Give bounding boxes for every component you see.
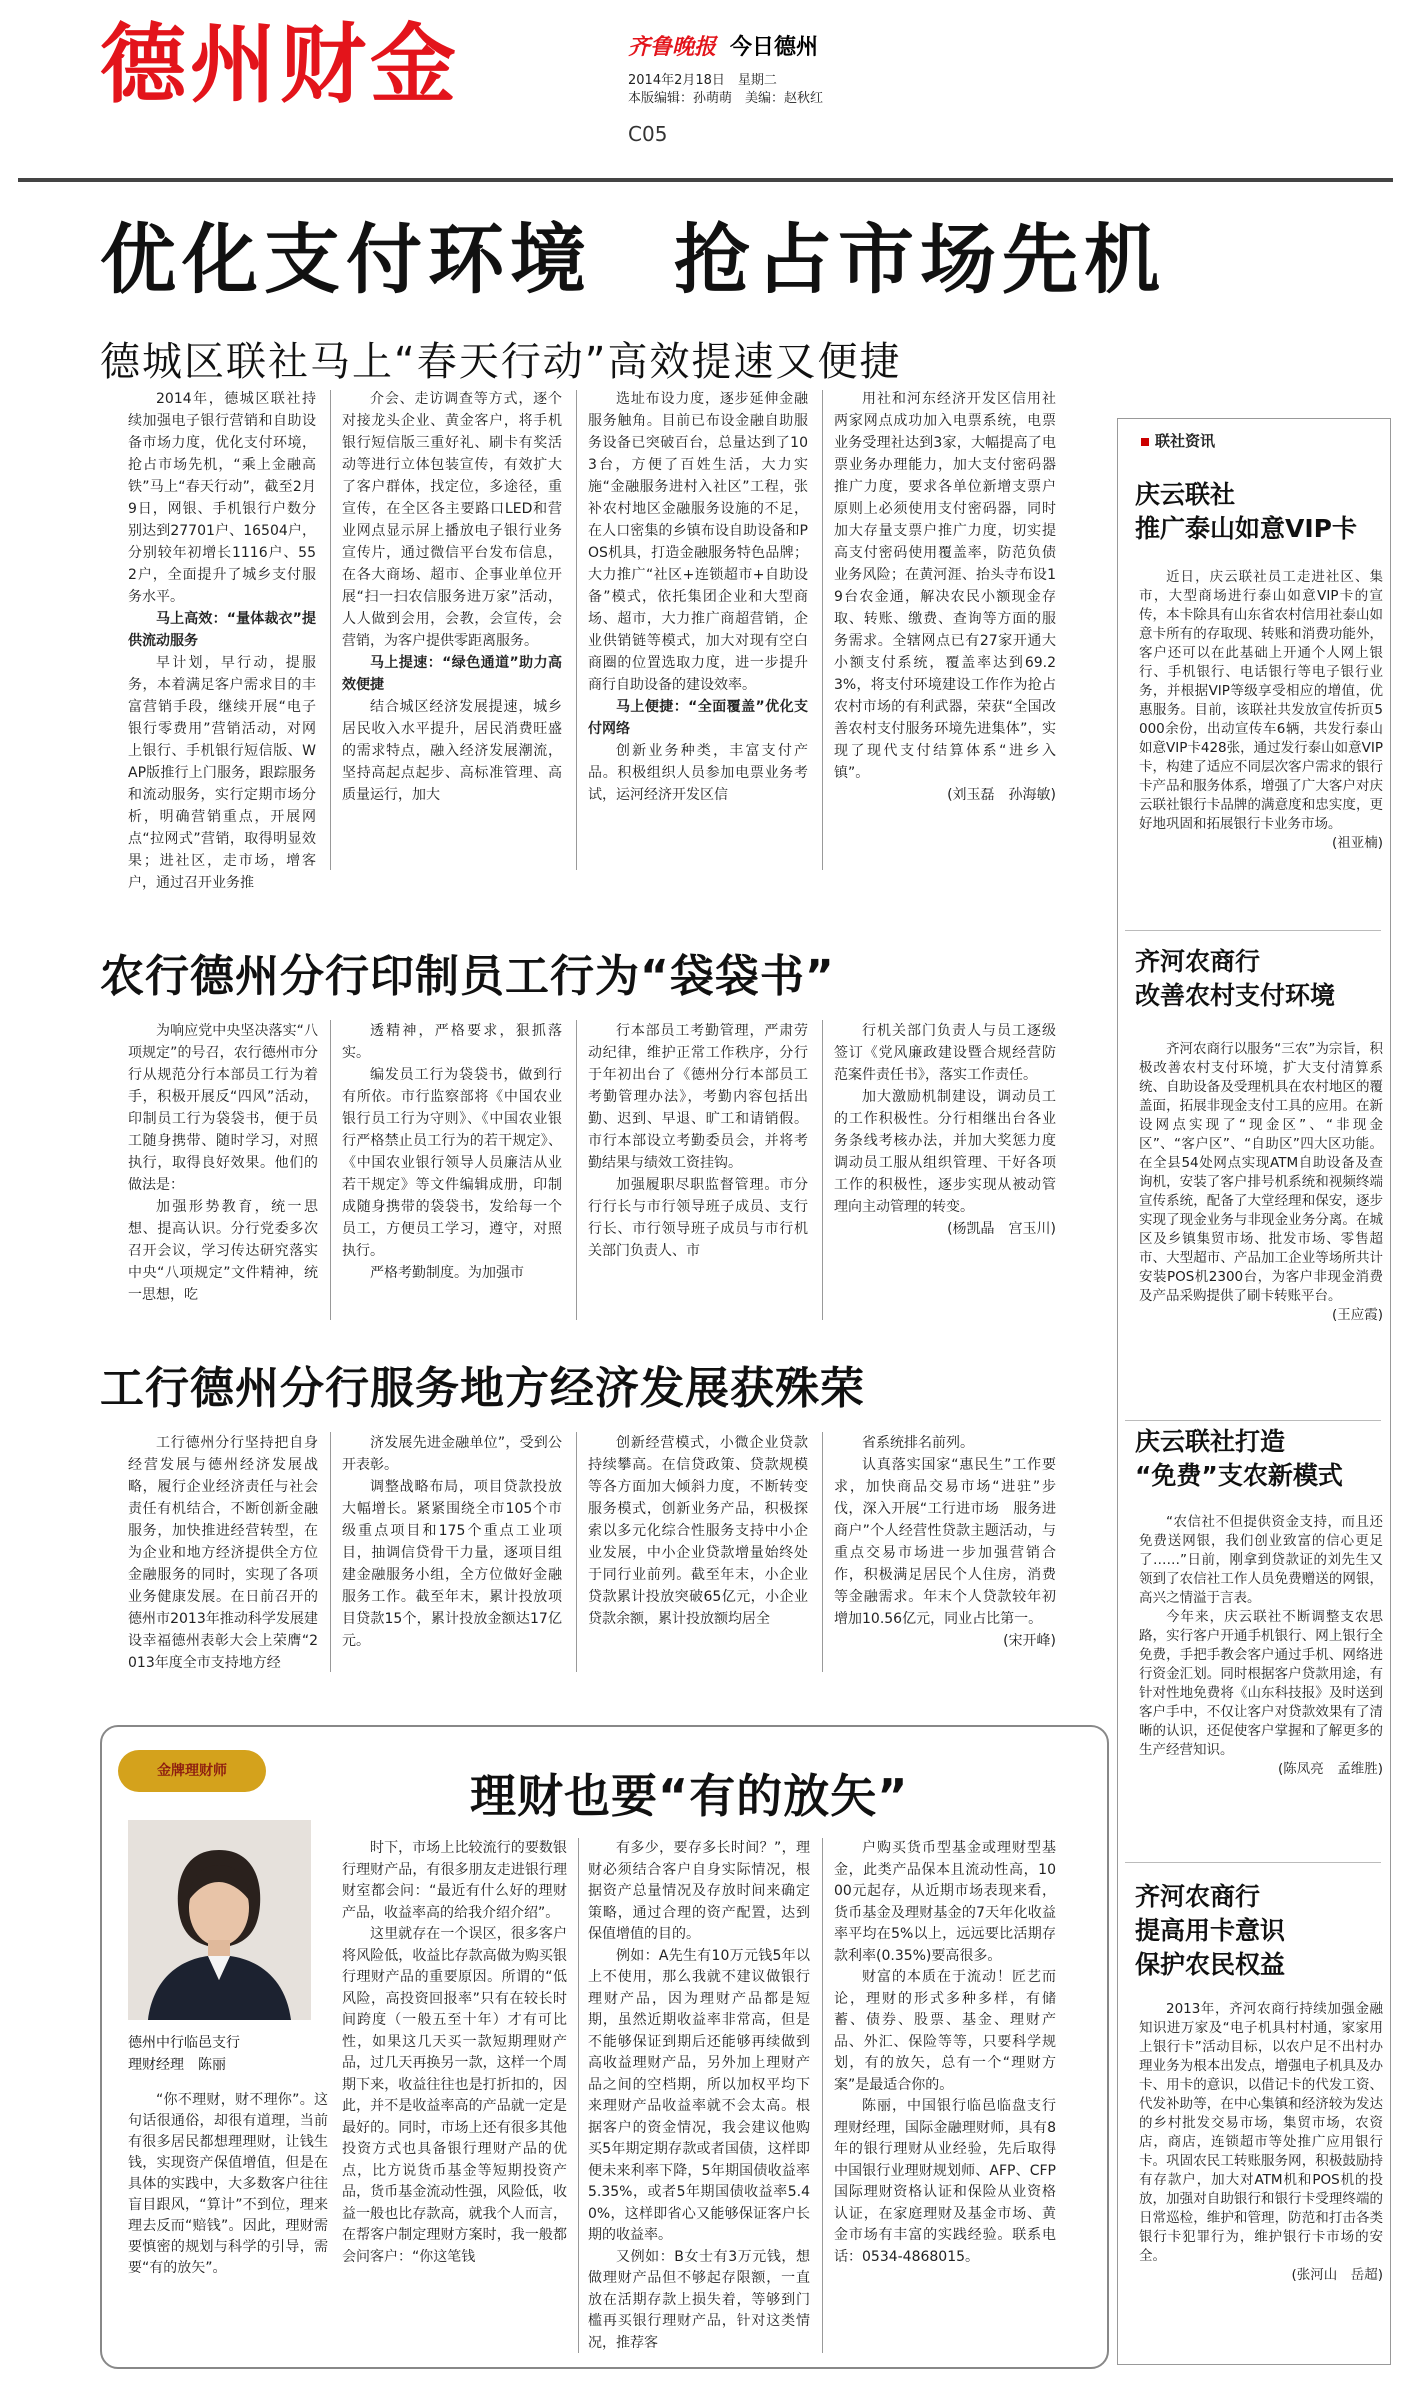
paragraph: 行本部员工考勤管理，严肃劳动纪律，维护正常工作秩序，分行于年初出台了《德州分行本部员工考勤管理办法》，考勤内容包括出勤、迟到、早退、旷工和请销假。市行本部设立考勤委员会，并将考勤结果与绩效工资挂钩。 xyxy=(588,1023,808,1171)
byline: (宋开峰) xyxy=(1003,1633,1056,1649)
sidebar-separator xyxy=(1125,1862,1381,1863)
author-caption xyxy=(128,2032,328,2076)
caption-name: 理财经理 陈丽 xyxy=(128,2057,226,2073)
lead-headline: 优化支付环境 抢占市场先机 xyxy=(100,215,1166,304)
subheading: 马上高效：“量体裁衣”提供流动服务 xyxy=(128,611,316,649)
issue-date: 2014年2月18日 星期二 xyxy=(628,73,777,88)
paragraph: 2014年，德城区联社持续加强电子银行营销和自助设备市场力度，优化支付环境，抢占市场先机，“乘上金融高铁”马上“春天行动”，截至2月9日，网银、手机银行户数分别达到27701户、16504户，分别较年初增长1116户、552户，全面提升了城乡支付服务水平。 xyxy=(128,391,316,605)
gold-planner-logo: 金牌理财师 xyxy=(118,1750,266,1792)
column-divider xyxy=(822,1838,823,2353)
paragraph: “农信社不但提供资金支持，而且还免费送网银，我们创业致富的信心更足了……”日前，刚拿到贷款证的刘先生又领到了农信社工作人员免费赠送的网银，高兴之情溢于言表。 xyxy=(1139,1514,1383,1606)
column-divider xyxy=(576,390,577,870)
paragraph: 创新业务种类，丰富支付产品。积极组织人员参加电票业务考试，运河经济开发区信 xyxy=(588,743,808,803)
paragraph: 编发员工行为袋袋书，做到行有所依。市行监察部将《中国农业银行员工行为守则》、《中国农业银行严格禁止员工行为的若干规定》、《中国农业银行领导人员廉洁从业若干规定》等文件编辑成册，印制成随身携带的袋袋书，发给每一个员工，方便员工学习，遵守，对照执行。 xyxy=(342,1067,562,1259)
icbc-headline: 工行德州分行服务地方经济发展获殊荣 xyxy=(100,1363,865,1414)
paragraph: 用社和河东经济开发区信用社两家网点成功加入电票系统，电票业务受理社达到3家，大幅提高了电票业务办理能力，加大支付密码器推广力度，要求各单位新增支票户原则上必须使用支付密码器，同时加大存量支票户推广力度，切实提高支付密码使用覆盖率，防范负债业务风险；在黄河涯、抬头寺布设19台农金通，解决农民小额现金存取、转账、缴费、查询等方面的服务需求。全辖网点已有27家开通大小额支付系统，覆盖率达到69.23%，将支付环境建设工作作为抢占农村市场的有利武器，荣获“全国改善农村支付服务环境先进集体”，实现了现代支付结算体系“进乡入镇”。 xyxy=(834,391,1056,781)
icbc-column-2 xyxy=(342,1432,562,1682)
paragraph: 结合城区经济发展提速，城乡居民收入水平提升，居民消费旺盛的需求特点，融入经济发展潮流，坚持高起点起步、高标准管理、高质量运行，加大 xyxy=(342,699,562,803)
paragraph: 财富的本质在于流动！匠艺而论，理财的形式多种多样，有储蓄、债券、股票、基金、理财产品、外汇、保险等等，只要科学规划，有的放矢，总有一个“理财方案”是最适合你的。 xyxy=(834,1969,1056,2093)
paragraph: 透精神，严格要求，狠抓落实。 xyxy=(342,1023,562,1061)
column-divider xyxy=(576,1432,577,1672)
sidebar-item-4-body xyxy=(1139,2000,1383,2355)
lead-subheadline: 德城区联社马上“春天行动”高效提速又便捷 xyxy=(100,339,902,385)
byline: (王应霞) xyxy=(1331,1307,1383,1323)
finance-column-1 xyxy=(342,1838,567,2358)
sidebar-item-1-title: 庆云联社 推广泰山如意VIP卡 xyxy=(1135,480,1357,543)
lead-column-4 xyxy=(834,388,1056,878)
sidebar-item-2-title: 齐河农商行 改善农村支付环境 xyxy=(1135,947,1336,1010)
abc-column-3 xyxy=(588,1020,808,1330)
finance-column-2 xyxy=(588,1838,810,2358)
subheading: 马上提速：“绿色通道”助力高效便捷 xyxy=(342,655,562,693)
abc-headline: 农行德州分行印制员工行为“袋袋书” xyxy=(100,951,835,1002)
paragraph: 例如：A先生有10万元钱5年以上不使用，那么我就不建议做银行理财产品，因为理财产品都是短期，虽然近期收益率非常高，但是不能够保证到期后还能够再续做到高收益理财产品，另外加上理财产品之间的空档期，所以加权平均下来理财产品收益率就不会太高。根据客户的资金情况，我会建议他购买5年期定期存款或者国债，这样即便未来利率下降，5年期国债收益率5.35%，或者5年期国债收益率5.40%，这样即省心又能够保证客户长期的收益率。 xyxy=(588,1947,810,2243)
sidebar-item-4-title: 齐河农商行 提高用卡意识 保护农民权益 xyxy=(1135,1882,1286,1979)
brand-edition: 今日德州 xyxy=(730,35,819,60)
paragraph: 齐河农商行以服务“三农”为宗旨，积极改善农村支付环境，扩大支付清算系统、自助设备及受理机具在农村地区的覆盖面，拓展非现金支付工具的应用。在新设网点实现了“现金区”、“非现金区”、“客户区”、“自助区”四大区功能。在全县54处网点实现ATM自助设备及查询机，安装了客户排号机系统和视频终端宣传系统，配备了大堂经理和保安，逐步实现了现金业务与非现金业务分离。在城区及乡镇集贸市场、批发市场、零售超市、大型超市、产品加工企业等场所共计安装POS机2300台，为客户非现金消费及产品采购提供了刷卡转账平台。 xyxy=(1139,1041,1383,1304)
masthead-info xyxy=(628,72,823,108)
icbc-column-1 xyxy=(128,1432,318,1682)
byline: (张河山 岳超) xyxy=(1291,2267,1383,2283)
masthead-divider xyxy=(18,178,1393,182)
sidebar-tag: 联社资讯 xyxy=(1141,430,1215,451)
paragraph: 创新经营模式，小微企业贷款持续攀高。在信贷政策、贷款规模等各方面加大倾斜力度，不断转变服务模式，创新业务产品，积极探索以多元化综合性服务支持中小企业发展，中小企业贷款增量始终处于同行业前列。截至年末，小企业贷款累计投放突破65亿元，小企业贷款余额，累计投放额均居全 xyxy=(588,1435,808,1627)
byline: (陈凤亮 孟维胜) xyxy=(1277,1761,1383,1777)
finance-column-3 xyxy=(834,1838,1056,2358)
column-divider xyxy=(330,1432,331,1672)
column-divider xyxy=(822,390,823,870)
sidebar-separator xyxy=(1125,1420,1381,1421)
byline: (祖亚楠) xyxy=(1331,835,1383,851)
paragraph: 时下，市场上比较流行的要数银行理财产品，有很多朋友走进银行理财室都会问：“最近有什么好的理财产品，收益率高的给我介绍介绍”。 xyxy=(342,1840,567,1921)
subheading: 马上便捷：“全面覆盖”优化支付网络 xyxy=(588,699,808,737)
paragraph: 为响应党中央坚决落实“八项规定”的号召，农行德州市分行从规范分行本部员工行为着手，积极开展反“四风”活动，印制员工行为袋袋书，便于员工随身携带、随时学习，对照执行，取得良好效果。他们的做法是： xyxy=(128,1023,318,1193)
paragraph: 户购买货币型基金或理财型基金，此类产品保本且流动性高，1000元起存，从近期市场表现来看，货币基金及理财基金的7天年化收益率平均在5%以上，远远要比活期存款利率(0.35%)要高很多。 xyxy=(834,1840,1056,1964)
byline: (杨凯晶 宫玉川) xyxy=(947,1221,1056,1237)
sidebar-item-3-body xyxy=(1139,1513,1383,1853)
sidebar-item-1-body xyxy=(1139,568,1383,918)
icbc-column-4 xyxy=(834,1432,1056,1682)
paragraph: 这里就存在一个误区，很多客户将风险低，收益比存款高做为购买银行理财产品的重要原因。所谓的“低风险，高投资回报率”只有在较长时间跨度（一般五至十年）才有可比性，如果这几天买一款短期理财产品，过几天再换另一款，这样一个周期下来，收益往往也是打折扣的，因此，并不是收益率高的产品就一定是最好的。同时，市场上还有很多其他投资方式也具备银行理财产品的优点，比方说货币基金等短期投资产品，货币基金流动性强，风险低，收益一般也比存款高，就我个人而言，在帮客户制定理财方案时，我一般都会问客户：“你这笔钱 xyxy=(342,1926,567,2265)
paragraph: 加强履职尽职监督管理。市分行行长与市行领导班子成员、支行行长、市行领导班子成员与市行机关部门负责人、市 xyxy=(588,1177,808,1259)
paragraph: “你不理财，财不理你”。这句话很通俗，却很有道理，当前有很多居民都想理理财，让钱生钱，实现资产保值增值，但是在具体的实践中，大多数客户往往盲目跟风，“算计”不到位，理来理去反而“赔钱”。因此，理财需要慎密的规划与科学的引导，需要“有的放矢”。 xyxy=(128,2092,328,2276)
paragraph: 加大激励机制建设，调动员工的工作积极性。分行相继出台各业务条线考核办法，并加大奖惩力度调动员工服从组织管理、干好各项工作的积极性，逐步实现从被动管理向主动管理的转变。 xyxy=(834,1089,1056,1215)
lead-column-1 xyxy=(128,388,316,891)
paragraph: 省系统排名前列。 xyxy=(862,1435,974,1451)
abc-column-2 xyxy=(342,1020,562,1330)
paragraph: 加强形势教育，统一思想、提高认识。分行党委多次召开会议，学习传达研究落实中央“八项规定”文件精神，统一思想，吃 xyxy=(128,1199,318,1303)
paragraph: 行机关部门负责人与员工逐级签订《党风廉政建设暨合规经营防范案件责任书》，落实工作责任。 xyxy=(834,1023,1056,1083)
paragraph: 近日，庆云联社员工走进社区、集市，大型商场进行泰山如意VIP卡的宣传，本卡除具有山东省农村信用社泰山如意卡所有的存取现、转账和消费功能外，客户还可以在此基础上开通个人网上银行、手机银行、电话银行等电子银行业务，并根据VIP等级享受相应的增值，优惠服务。目前，该联社共发放宣传折页5000余份，出动宣传车6辆，共发行泰山如意VIP卡428张，通过发行泰山如意VIP卡，构建了适应不同层次客户需求的银行卡产品和服务体系，增强了广大客户对庆云联社银行卡品牌的满意度和忠实度，更好地巩固和拓展银行卡业务市场。 xyxy=(1139,569,1383,832)
paragraph: 工行德州分行坚持把自身经营发展与德州经济发展战略，履行企业经济责任与社会责任有机结合，不断创新金融服务，加快推进经营转型，在为企业和地方经济提供全方位金融服务的同时，实现了各项业务健康发展。在日前召开的德州市2013年推动科学发展建设幸福德州表彰大会上荣膺“2013年度全市支持地方经 xyxy=(128,1435,318,1671)
page-number: C05 xyxy=(628,122,668,146)
paragraph: 选址布设力度，逐步延伸金融服务触角。目前已布设金融自助服务设备已突破百台，总量达到了103台，方便了百姓生活，大力实施“金融服务进村入社区”工程，张补农村地区金融服务设施的不足，在人口密集的乡镇布设自助设备和POS机具，打造金融服务特色品牌；大力推广“社区+连锁超市+自助设备”模式，依托集团企业和大型商场、超市，大力推广商超营销，企业供销链等模式，加大对现有空白商圈的位置选取力度，进一步提升商行自助设备的建设效率。 xyxy=(588,391,808,693)
column-divider xyxy=(330,390,331,870)
column-divider xyxy=(578,1838,579,2353)
paragraph: 严格考勤制度。为加强市 xyxy=(370,1265,524,1281)
lead-column-2 xyxy=(342,388,562,878)
paragraph: 早计划，早行动，提服务，本着满足客户需求目的丰富营销手段，继续开展“电子银行零费用”营销活动，对网上银行、手机银行短信版、WAP版推行上门服务，跟踪服务和流动服务，实行定期市场分析，明确营销重点，开展网点“拉网式”营销，取得明显效果；进社区，走市场，增客户，通过召开业务推 xyxy=(128,655,316,891)
paragraph: 又例如：B女士有3万元钱，想做理财产品但不够起存限额，一直放在活期存款上损失着，等够到门槛再买银行理财产品，针对这类情况，推荐客 xyxy=(588,2248,810,2351)
newspaper-brand xyxy=(628,30,818,61)
abc-column-1 xyxy=(128,1020,318,1330)
finance-headline: 理财也要“有的放矢” xyxy=(470,1769,909,1823)
paragraph: 今年来，庆云联社不断调整支农思路，实行客户开通手机银行、网上银行全免费，手把手教会客户通过手机、网络进行资金汇划。同时根据客户贷款用途，有针对性地免费将《山东科技报》及时送到客户手中，不仅让客户对贷款效果有了清晰的认识，还促使客户掌握和了解更多的生产经营知识。 xyxy=(1139,1609,1383,1758)
author-bio: 陈丽，中国银行临邑临盘支行理财经理，国际金融理财师，具有8年的银行理财从业经验，先后取得中国银行业理财规划师、AFP、CFP国际理财资格认证和保险从业资格认证，在家庭理财及基金市场、黄金市场有丰富的实践经验。联系电话：0534-4868015。 xyxy=(834,2098,1056,2265)
author-photo xyxy=(128,1820,311,2020)
paragraph: 介会、走访调查等方式，逐个对接龙头企业、黄金客户，将手机银行短信版三重好礼、刷卡有奖活动等进行立体包装宣传，有效扩大了客户群体，找定位，多途径，重宣传，在全区各主要路口LED和营业网点显示屏上播放电子银行业务宣传片，通过微信平台发布信息，在各大商场、超市、企事业单位开展“扫一扫农信服务进万家”活动，人人做到会用，会教，会宣传，会营销，为客户提供零距离服务。 xyxy=(342,391,562,649)
caption-org: 德州中行临邑支行 xyxy=(128,2035,240,2051)
paragraph: 调整战略布局，项目贷款投放大幅增长。紧紧围绕全市105个市级重点项目和175个重点工业项目，抽调信贷骨干力量，逐项目组建金融服务小组，全方位做好金融服务工作。截至年末，累计投放项目贷款15个，累计投放金额达17亿元。 xyxy=(342,1479,562,1649)
byline: (刘玉磊 孙海敏) xyxy=(947,787,1056,803)
paragraph: 认真落实国家“惠民生”工作要求，加快商品交易市场“进驻”步伐，深入开展“工行进市场 服务进商户”个人经营性贷款主题活动，与重点交易市场进一步加强营销合作，积极满足居民个人住房，消费等金融需求。年末个人贷款较年初增加10.56亿元，同业占比第一。 xyxy=(834,1457,1056,1627)
icbc-column-3 xyxy=(588,1432,808,1682)
paragraph: 济发展先进金融单位”，受到公开表彰。 xyxy=(342,1435,562,1473)
sidebar-item-3-title: 庆云联社打造 “免费”支农新模式 xyxy=(1135,1427,1343,1490)
column-divider xyxy=(822,1432,823,1672)
abc-column-4 xyxy=(834,1020,1056,1330)
paragraph: 有多少，要存多长时间？”，理财必须结合客户自身实际情况，根据资产总量情况及存放时间来确定策略，通过合理的资产配置，达到保值增值的目的。 xyxy=(588,1840,810,1942)
column-divider xyxy=(822,1020,823,1320)
column-divider xyxy=(330,1020,331,1320)
lead-column-3 xyxy=(588,388,808,878)
section-masthead-title: 德州财金 xyxy=(100,14,460,115)
editor-credits: 本版编辑：孙萌萌 美编：赵秋红 xyxy=(628,91,824,106)
brand-name: 齐鲁晚报 xyxy=(628,35,717,60)
paragraph: 2013年，齐河农商行持续加强金融知识进万家及“电子机具村村通，家家用上银行卡”活动目标，以农户足不出村办理业务为根本出发点，增强电子机具及办卡、用卡的意识，以借记卡的代发工资、代发补助等，在中心集镇和经济较为发达的乡村批发交易市场，集贸市场，农资店，商店，连锁超市等处推广应用银行卡。巩固农民工转账服务网，积极鼓励持有存款户，加大对ATM机和POS机的投放，加强对自助银行和银行卡受理终端的日常巡检，维护和管理，防范和打击各类银行卡犯罪行为，维护银行卡市场的安全。 xyxy=(1139,2001,1383,2264)
sidebar-item-2-body xyxy=(1139,1040,1383,1425)
sidebar-separator xyxy=(1125,930,1381,931)
finance-column-0 xyxy=(128,2090,328,2352)
column-divider xyxy=(576,1020,577,1320)
